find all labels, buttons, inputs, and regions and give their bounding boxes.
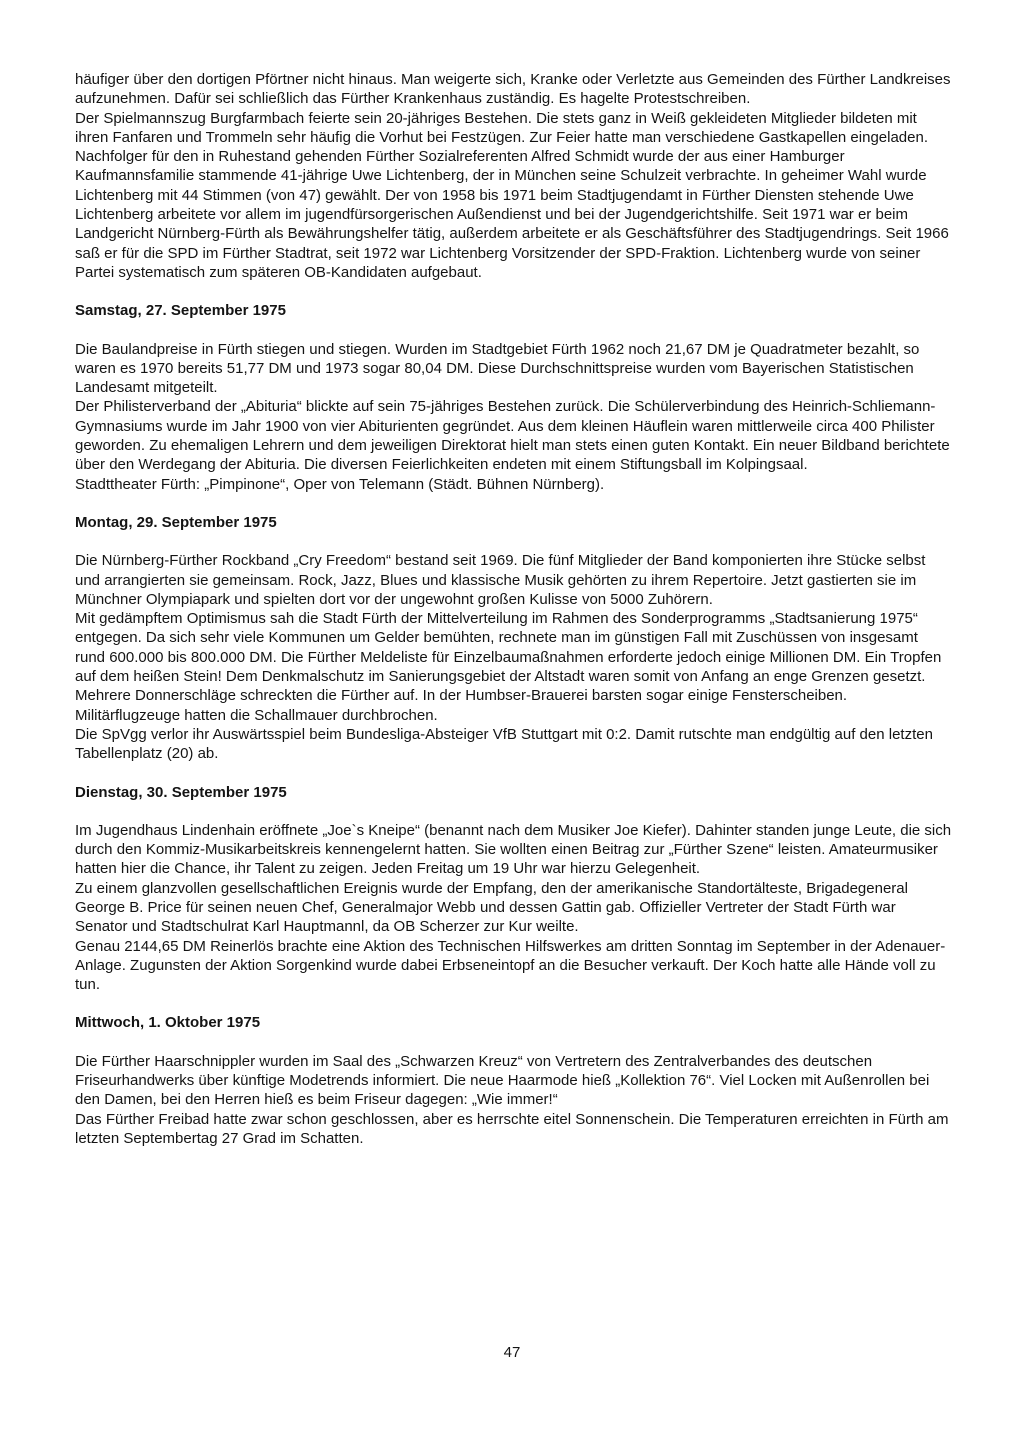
paragraph: Im Jugendhaus Lindenhain eröffnete „Joe`s Kneipe“ (benannt nach dem Musiker Joe Kiefer). Dahinter standen junge Leute, die sich durch den Kommiz-Musikarbeitskreis kennengelernt hatten. Sie wollten einen Beitrag zur „Fürther Szene“ leisten. Amateurmusiker hatten hier die Chance, ihr Talent zu zeigen. Jeden Freitag um 19 Uhr war hierzu Gelegenheit. — [75, 821, 952, 878]
paragraph: Der Spielmannszug Burgfarmbach feierte sein 20-jähriges Bestehen. Die stets ganz in Weiß gekleideten Mitglieder bildeten mit ihren Fanfaren und Trommeln sehr häufig die Vorhut bei Festzügen. Zur Feier hatte man verschiedene Gastkapellen eingeladen. — [75, 109, 929, 146]
paragraph: Nachfolger für den in Ruhestand gehenden Fürther Sozialreferenten Alfred Schmidt wurde der aus einer Hamburger Kaufmannsfamilie stammende 41-jährige Uwe Lichtenberg, der in München seine Schulzeit verbrachte. In geheimer Wahl wurde Lichtenberg mit 44 Stimmen (von 47) gewählt. Der von 1958 bis 1971 beim Stadtjugendamt in Fürther Diensten stehende Uwe Lichtenberg arbeitete vor allem im jugendfürsorgerischen Außendienst und bei der Jugendgerichtshilfe. Seit 1971 war er beim Landgericht Nürnberg-Fürth als Bewährungshelfer tätig, außerdem arbeitete er als Geschäftsführer des Stadtjugendrings. Seit 1966 saß er für die SPD im Fürther Stadtrat, seit 1972 war Lichtenberg Vorsitzender der SPD-Fraktion. Lichtenberg wurde von seiner Partei systematisch zum späteren OB-Kandidaten aufgebaut. — [75, 148, 949, 281]
paragraph: Das Fürther Freibad hatte zwar schon geschlossen, aber es herrschte eitel Sonnenschein. Die Temperaturen erreichten in Fürth am letzten Septembertag 27 Grad im Schatten. — [75, 1110, 949, 1147]
paragraph: Die Baulandpreise in Fürth stiegen und stiegen. Wurden im Stadtgebiet Fürth 1962 noch 21,67 DM je Quadratmeter bezahlt, so waren es 1970 bereits 51,77 DM und 1973 sogar 80,04 DM. Diese Durchschnittspreise wurden vom Bayerischen Statistischen Landesamt mitgeteilt. — [75, 340, 920, 397]
paragraph: Mit gedämpftem Optimismus sah die Stadt Fürth der Mittelverteilung im Rahmen des Sonderprogramms „Stadtsanierung 1975“ entgegen. Da sich sehr viele Kommunen um Gelder bemühten, rechnete man im günstigen Fall mit Zuschüssen von insgesamt rund 600.000 bis 800.000 DM. Die Fürther Meldeliste für Einzelbaumaßnahmen erforderte jedoch einige Millionen DM. Ein Tropfen auf dem heißen Stein! Dem Denkmalschutz im Sanierungsgebiet der Altstadt waren somit von Anfang an enge Grenzen gesetzt. — [75, 610, 942, 686]
paragraph: Der Philisterverband der „Abituria“ blickte auf sein 75-jähriges Bestehen zurück. Die Schülerverbindung des Heinrich-Schliemann-Gymnasiums wurde im Jahr 1900 von vier Abiturienten gegründet. Aus dem kleinen Häuflein waren mittlerweile circa 400 Philister geworden. Zu ehemaligen Lehrern und dem jeweiligen Direktorat hielt man stets einen guten Kontakt. Ein neuer Bildband berichtete über den Werdegang der Abituria. Die diversen Feierlichkeiten endeten mit einem Stiftungsball im Kolpingsaal. — [75, 398, 950, 474]
date-heading: Dienstag, 30. September 1975 — [75, 783, 287, 801]
paragraph: Stadttheater Fürth: „Pimpinone“, Oper von Telemann (Städt. Bühnen Nürnberg). — [75, 475, 605, 493]
paragraph: Zu einem glanzvollen gesellschaftlichen Ereignis wurde der Empfang, den der amerikanische Standortälteste, Brigadegeneral George B. Price für seinen neuen Chef, Generalmajor Webb und dessen Gattin gab. Offizieller Vertreter der Stadt Fürth war Senator und Stadtschulrat Karl Hauptmannl, da OB Scherzer zur Kur weilte. — [75, 879, 908, 936]
date-heading: Mittwoch, 1. Oktober 1975 — [75, 1014, 261, 1032]
paragraph: Die SpVgg verlor ihr Auswärtsspiel beim Bundesliga-Absteiger VfB Stuttgart mit 0:2. Damit rutschte man endgültig auf den letzten Tabellenplatz (20) ab. — [75, 725, 933, 763]
page-number: 47 — [503, 1343, 521, 1361]
paragraph: Genau 2144,65 DM Reinerlös brachte eine Aktion des Technischen Hilfswerkes am dritten Sonntag im September in der Adenauer-Anlage. Zugunsten der Aktion Sorgenkind wurde dabei Erbseneintopf an die Besucher verkauft. Der Koch hatte alle Hände voll zu tun. — [75, 937, 946, 994]
date-heading: Montag, 29. September 1975 — [75, 513, 277, 531]
paragraph: Mehrere Donnerschläge schreckten die Fürther auf. In der Humbser-Brauerei barsten sogar einige Fensterscheiben. Militärflugzeuge hatten die Schallmauer durchbrochen. — [75, 687, 848, 724]
date-heading: Samstag, 27. September 1975 — [75, 302, 286, 320]
paragraph: Die Fürther Haarschnippler wurden im Saal des „Schwarzen Kreuz“ von Vertretern des Zentralverbandes des deutschen Friseurhandwerks über künftige Modetrends informiert. Die neue Haarmode hieß „Kollektion 76“. Viel Locken mit Außenrollen bei den Damen, bei den Herren hieß es beim Friseur dagegen: „Wie immer!“ — [75, 1052, 930, 1109]
paragraph: Die Nürnberg-Fürther Rockband „Cry Freedom“ bestand seit 1969. Die fünf Mitglieder der Band komponierten ihre Stücke selbst und arrangierten sie gemeinsam. Rock, Jazz, Blues und klassische Musik gehörten zu ihrem Repertoire. Jetzt gastierten sie im Münchner Olympiapark und spielten dort vor der ungewohnt großen Kulisse von 5000 Zuhörern. — [75, 552, 926, 608]
paragraph: häufiger über den dortigen Pförtner nicht hinaus. Man weigerte sich, Kranke oder Verletzte aus Gemeinden des Fürther Landkreises aufzunehmen. Dafür sei schließlich das Fürther Krankenhaus zuständig. Es hagelte Protestschreiben. — [75, 71, 951, 108]
